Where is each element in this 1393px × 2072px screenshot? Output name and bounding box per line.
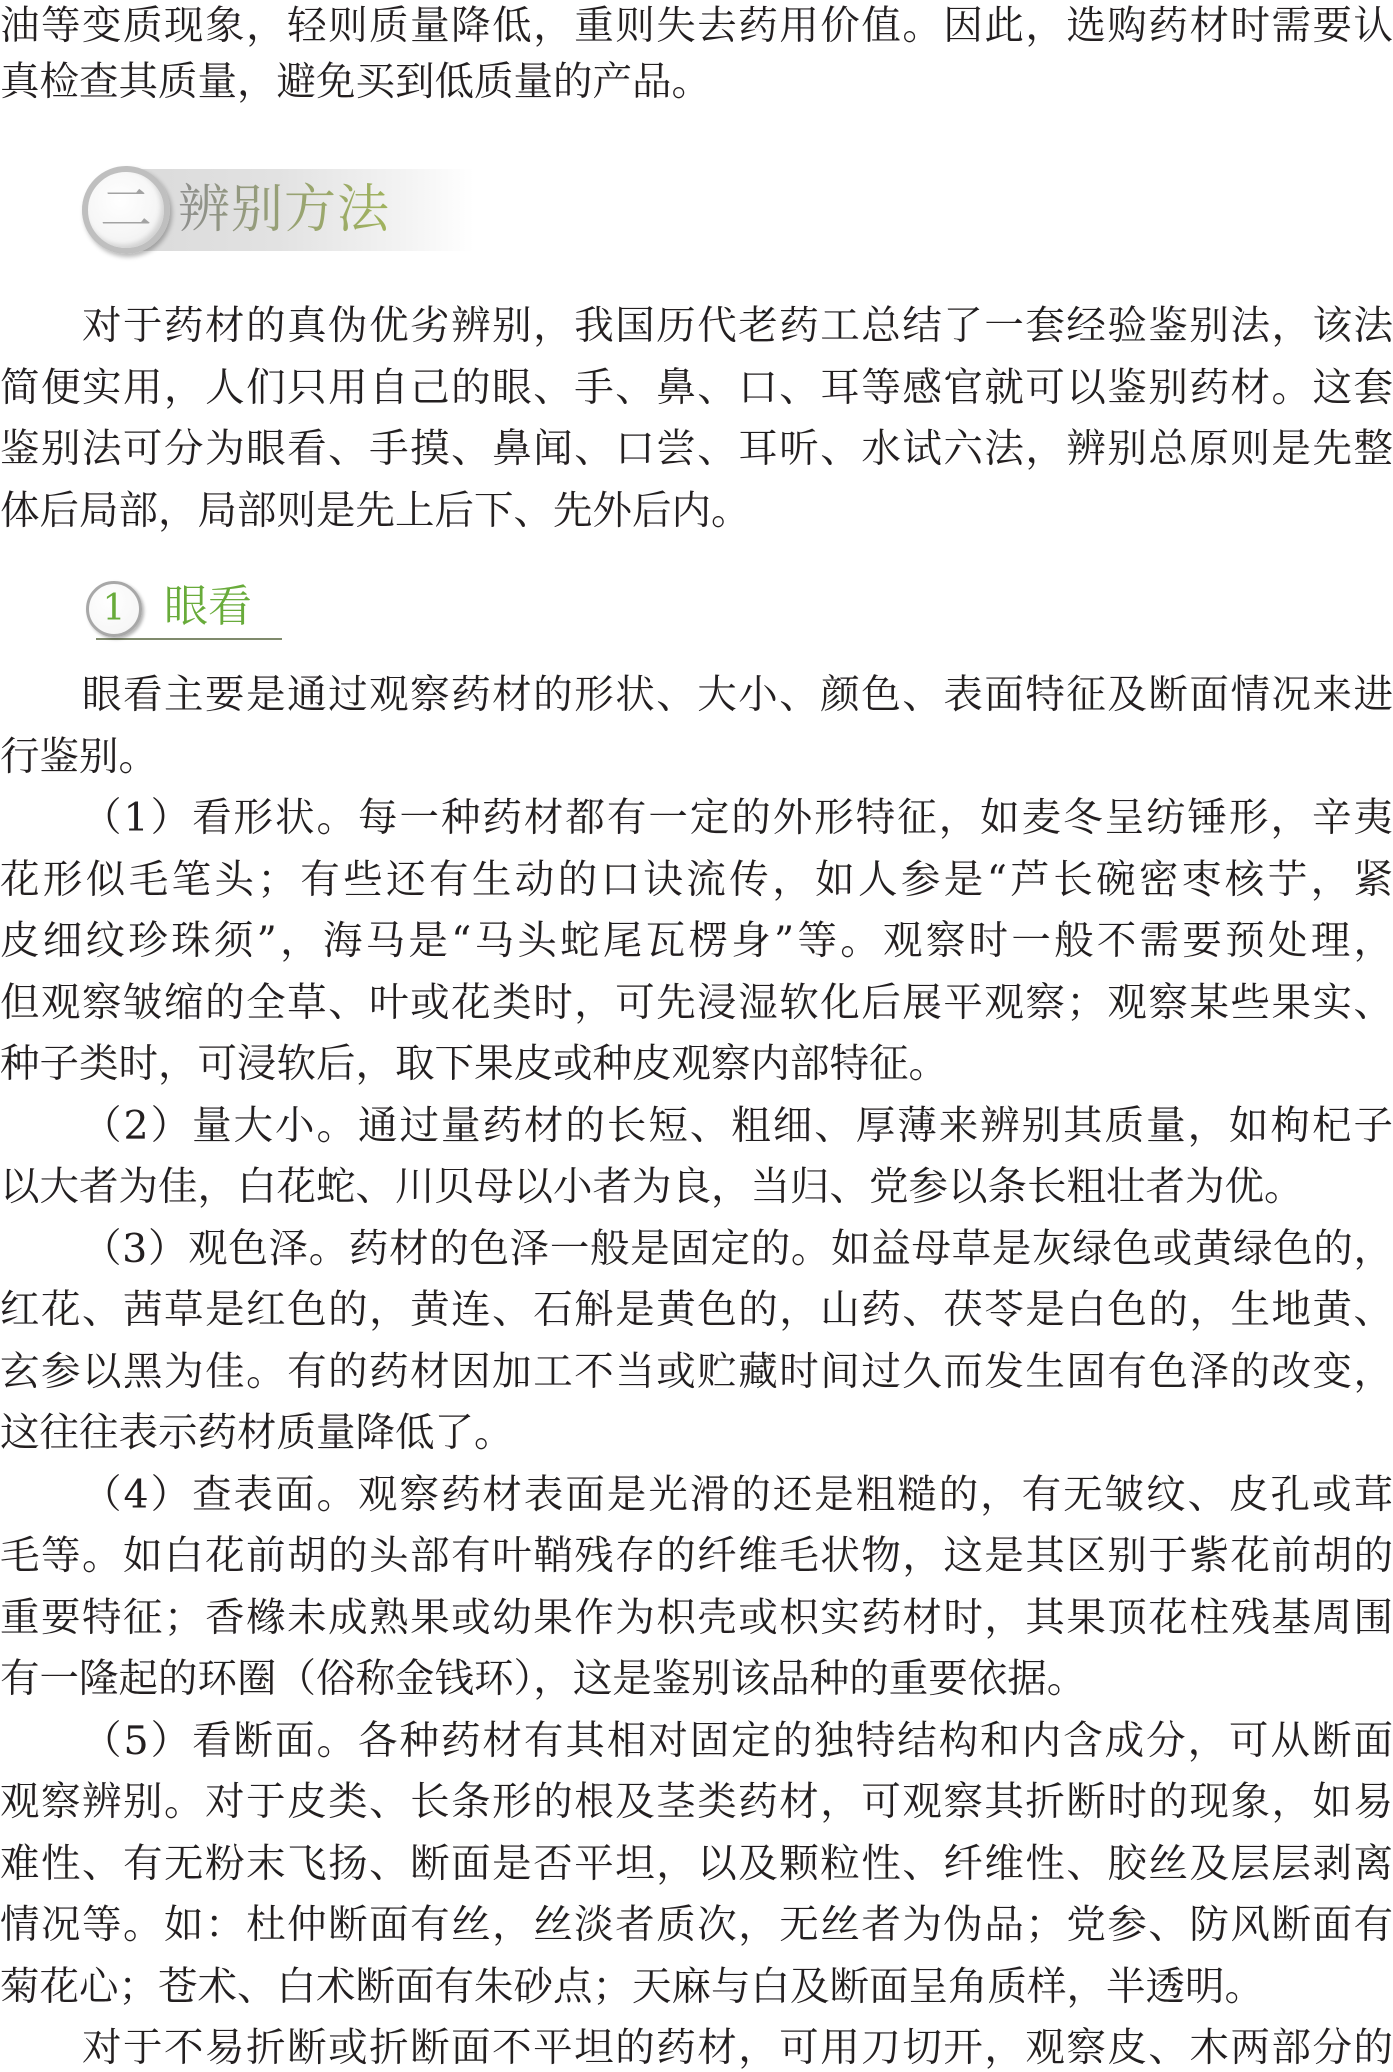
paragraph-intro-continued [0, 0, 1393, 114]
text-line: 以大者为佳，白花蛇、川贝母以小者为良，当归、党参以条长粗壮者为优。 [0, 1164, 1304, 1210]
text-line: （2）量大小。通过量药材的长短、粗细、厚薄来辨别其质量，如枸杞子 [82, 1102, 1393, 1149]
paragraph-section-intro [0, 296, 1393, 542]
section-number: 二 [99, 180, 152, 240]
paragraph-trailing [0, 2025, 1393, 2071]
text-line: 有一隆起的环圈（俗称金钱环），这是鉴别该品种的重要依据。 [0, 1656, 1087, 1702]
text-line: 玄参以黑为佳。有的药材因加工不当或贮藏时间过久而发生固有色泽的改变， [0, 1348, 1393, 1395]
section-number-badge [82, 166, 170, 254]
text-line: 对于不易折断或折断面不平坦的药材，可用刀切开，观察皮、木两部分的 [82, 2025, 1393, 2071]
text-line: 花形似毛笔头；有些还有生动的口诀流传，如人参是“芦长碗密枣核艼，紧 [0, 856, 1393, 903]
text-line: 但观察皱缩的全草、叶或花类时，可先浸湿软化后展平观察；观察某些果实、 [0, 979, 1393, 1026]
paragraph-view-cross-section [0, 1711, 1393, 2019]
text-line: 油等变质现象，轻则质量降低，重则失去药用价值。因此，选购药材时需要认 [0, 3, 1393, 49]
text-line: 真检查其质量，避免买到低质量的产品。 [0, 59, 711, 105]
text-line: 皮细纹珍珠须”，海马是“马头蛇尾瓦楞身”等。观察时一般不需要预处理， [0, 918, 1393, 964]
paragraph-check-surface [0, 1465, 1393, 1711]
text-line: （1）看形状。每一种药材都有一定的外形特征，如麦冬呈纺锤形，辛夷 [82, 795, 1393, 841]
text-line: 观察辨别。对于皮类、长条形的根及茎类药材，可观察其折断时的现象，如易 [0, 1779, 1393, 1825]
subsection-number-badge [86, 581, 142, 637]
text-line: 这往往表示药材质量降低了。 [0, 1410, 514, 1456]
section-heading [0, 165, 480, 255]
subsection-title: 眼看 [164, 581, 252, 632]
text-line: 对于药材的真伪优劣辨别，我国历代老药工总结了一套经验鉴别法，该法 [82, 303, 1393, 349]
paragraph-observe-color [0, 1219, 1393, 1465]
text-line: 体后局部，局部则是先上后下、先外后内。 [0, 487, 751, 534]
text-line: （5）看断面。各种药材有其相对固定的独特结构和内含成分，可从断面 [82, 1717, 1393, 1764]
subsection-number: 1 [102, 588, 126, 629]
subsection-heading [0, 575, 300, 645]
text-line: 红花、茜草是红色的，黄连、石斛是黄色的，山药、茯苓是白色的，生地黄、 [0, 1287, 1393, 1333]
text-line: 菊花心；苍术、白术断面有朱砂点；天麻与白及断面呈角质样，半透明。 [0, 1963, 1264, 2010]
text-line: 重要特征；香橼未成熟果或幼果作为枳壳或枳实药材时，其果顶花柱残基周围 [0, 1594, 1393, 1641]
paragraph-look-shape [0, 788, 1393, 1096]
text-line: 毛等。如白花前胡的头部有叶鞘残存的纤维毛状物，这是其区别于紫花前胡的 [0, 1533, 1393, 1579]
text-line: 鉴别法可分为眼看、手摸、鼻闻、口尝、耳听、水试六法，辨别总原则是先整 [0, 426, 1393, 472]
paragraph-look-intro [0, 665, 1393, 788]
text-line: 简便实用，人们只用自己的眼、手、鼻、口、耳等感官就可以鉴别药材。这套 [0, 364, 1393, 411]
text-line: 情况等。如：杜仲断面有丝，丝淡者质次，无丝者为伪品；党参、防风断面有 [0, 1902, 1393, 1948]
text-line: 种子类时，可浸软后，取下果皮或种皮观察内部特征。 [0, 1041, 948, 1087]
section-title: 辨别方法 [178, 165, 390, 255]
paragraph-measure-size [0, 1096, 1393, 1219]
text-line: （4）查表面。观察药材表面是光滑的还是粗糙的，有无皱纹、皮孔或茸 [82, 1471, 1393, 1518]
body-text [0, 665, 1393, 2018]
text-line: （3）观色泽。药材的色泽一般是固定的。如益母草是灰绿色或黄绿色的， [82, 1225, 1393, 1272]
text-line: 难性、有无粉末飞扬、断面是否平坦，以及颗粒性、纤维性、胶丝及层层剥离 [0, 1840, 1393, 1887]
text-line: 眼看主要是通过观察药材的形状、大小、颜色、表面特征及断面情况来进 [82, 672, 1393, 718]
text-line: 行鉴别。 [0, 733, 158, 780]
